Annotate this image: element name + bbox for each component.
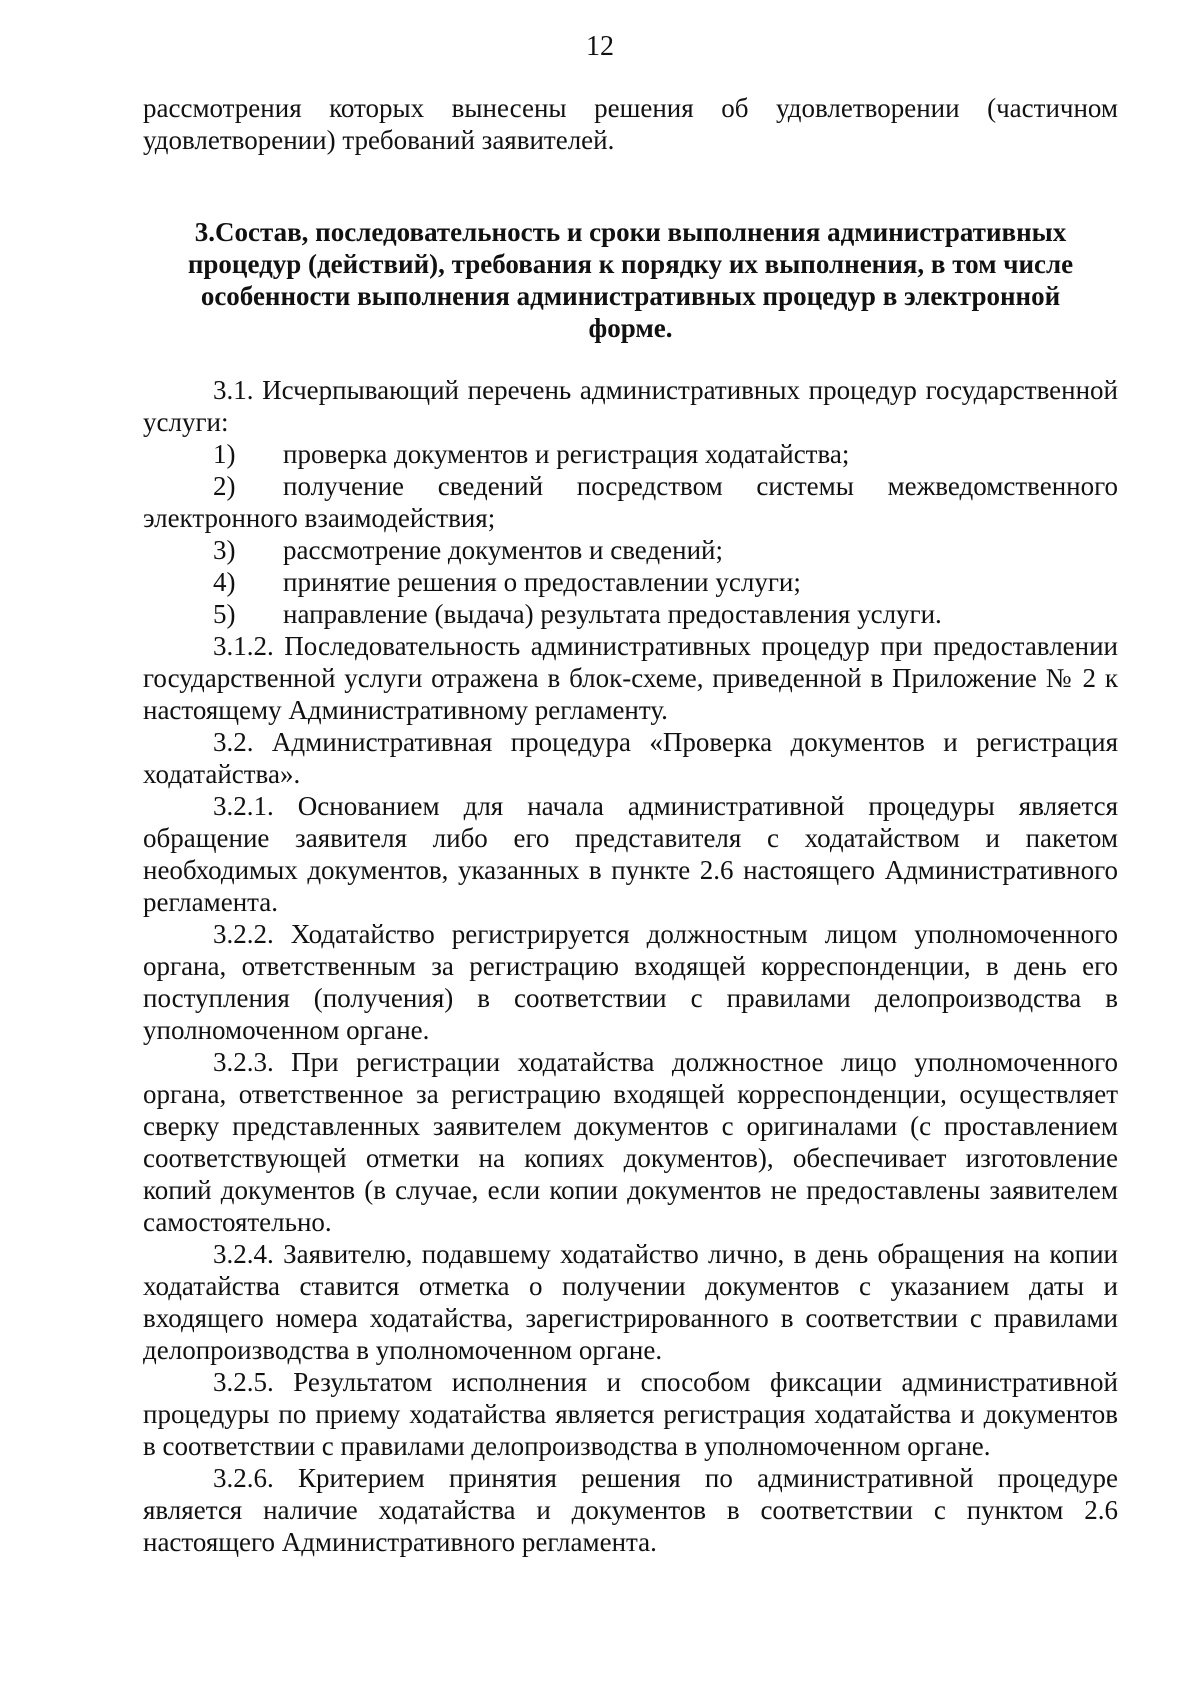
paragraph-3-2-6: 3.2.6. Критерием принятия решения по административной процедуре является наличие ходатайства и документов в соответствии с пунктом 2.6 настоящего Административного регламента.	[143, 1463, 1118, 1557]
paragraph-3-2-2: 3.2.2. Ходатайство регистрируется должностным лицом уполномоченного органа, ответственным за регистрацию входящей корреспонденции, в день его поступления (получения) в соответствии с правилами делопроизводства в уполномоченном органе.	[143, 919, 1118, 1045]
list-item-number: 4)	[213, 567, 236, 597]
list-item	[143, 566, 1118, 598]
section-heading: 3.Состав, последовательность и сроки выполнения административных процедур (действий), требования к порядку их выполнения, в том числе особенности выполнения административных процедур в электронной форме.	[187, 217, 1074, 343]
paragraph-3-2: 3.2. Административная процедура «Проверка документов и регистрация ходатайства».	[143, 727, 1118, 789]
paragraph-3-2-3: 3.2.3. При регистрации ходатайства должностное лицо уполномоченного органа, ответственное за регистрацию входящей корреспонденции, осуществляет сверку представленных заявителем документов с оригиналами (с проставлением соответствующей отметки на копиях документов), обеспечивает изготовление копий документов (в случае, если копии документов не предоставлены заявителем самостоятельно.	[143, 1047, 1118, 1237]
paragraph-3-2-4: 3.2.4. Заявителю, подавшему ходатайство лично, в день обращения на копии ходатайства ставится отметка о получении документов с указанием даты и входящего номера ходатайства, зарегистрированного в соответствии с правилами делопроизводства в уполномоченном органе.	[143, 1239, 1118, 1365]
list-item	[143, 470, 1118, 534]
list-item-number: 2)	[213, 471, 236, 501]
list-item-text: направление (выдача) результата предоставления услуги.	[283, 599, 942, 629]
list-item-text: рассмотрение документов и сведений;	[283, 535, 723, 565]
intro-paragraph: рассмотрения которых вынесены решения об удовлетворении (частичном удовлетворении) требований заявителей.	[143, 93, 1118, 155]
paragraph-3-1: 3.1. Исчерпывающий перечень административных процедур государственной услуги:	[143, 375, 1118, 437]
list-item	[143, 438, 1118, 470]
list-item-number: 3)	[213, 535, 236, 565]
list-item-text: проверка документов и регистрация ходатайства;	[283, 439, 850, 469]
list-item-number: 1)	[213, 439, 236, 469]
list-item-text: получение сведений посредством системы межведомственного электронного взаимодействия;	[143, 471, 1118, 533]
document-body	[143, 92, 1118, 1558]
list-item	[143, 598, 1118, 630]
paragraph-3-1-2: 3.1.2. Последовательность административных процедур при предоставлении государственной услуги отражена в блок-схеме, приведенной в Приложение № 2 к настоящему Административному регламенту.	[143, 631, 1118, 725]
procedure-list	[143, 438, 1118, 630]
paragraph-3-2-1: 3.2.1. Основанием для начала административной процедуры является обращение заявителя либо его представителя с ходатайством и пакетом необходимых документов, указанных в пункте 2.6 настоящего Административного регламента.	[143, 791, 1118, 917]
page-number: 12	[586, 31, 614, 62]
list-item-text: принятие решения о предоставлении услуги;	[283, 567, 801, 597]
list-item-number: 5)	[213, 599, 236, 629]
paragraph-3-2-5: 3.2.5. Результатом исполнения и способом фиксации административной процедуры по приему ходатайства является регистрация ходатайства и документов в соответствии с правилами делопроизводства в уполномоченном органе.	[143, 1367, 1118, 1461]
list-item	[143, 534, 1118, 566]
